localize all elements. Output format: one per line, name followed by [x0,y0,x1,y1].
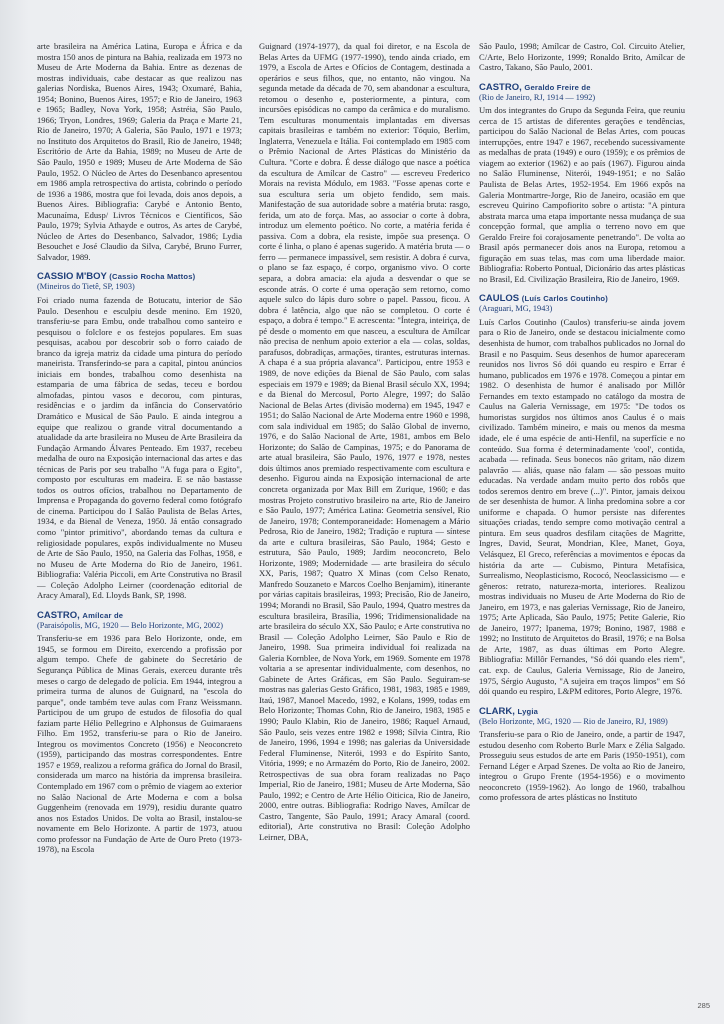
entry-cassio-mboy [37,271,242,600]
castro-amilcar-continuation: Guignard (1974-1977), da qual foi diretor, e na Escola de Belas Artes da UFMG (1977-1990), tendo ainda criado, em 1979, a Escola de Artes e Ofícios de Contagem, destinada a operários e seus filhos, que, no entanto, não vingou. Na segunda metade da década de 70, sem abandonar a escultura, retomou o desenho e, posteriormente, a pintura, com incursões episódicas no campo da cerâmica e do muralismo. Tem esculturas monumentais implantadas em diversas capitais brasileiras e também no exterior: Tóquio, Berlim, Inglaterra, Venezuela e Itália. Foi contemplado em 1985 com o Prêmio Nacional de Artes Plásticas do Ministério da Cultura. "Corte e dobra. É desse diálogo que nasce a poética da escultura de Amílcar de Castro" — escreveu Frederico Morais na revista Módulo, em 1983. "Fosse apenas corte e sua escultura seria um objeto fendido, sem mais. Manifestação de sua autoridade sobre a matéria bruta: rasgo, ferida, um ato de força. Mas, ao associar o corte à dobra, introduz um elemento poético. No corte, a matéria ferida é passiva. Com a dobra, ela resiste, impõe sua presença. O corte é linha, o plano é apenas sugerido. A matéria bruta — o ferro — permanece impassível, sem resistir. A dobra é curva, o plano se faz espaço, é corpo, organismo vivo. O corte separa, a dobra amacia: ela ajuda a desvendar o que se esconde atrás. O corte é uma operação sem retorno, como aquele sulco do lápis duro sobre o papel. Passou, ficou. A dobra é latência, algo que não se completou. O corte é espaço, a dobra é tempo." E acrescenta: "Íntegra, inteiriça, de pé desde o momento em que nasceu, a escultura de Amílcar não precisa de nenhum apoio exterior a ela — colas, soldas, parafusos, dobradiças, armações, tirantes, estruturas internas. A chapa é a sua própria alavanca". Participou, entre 1953 e 1989, de nove edições da Bienal de São Paulo, com salas especiais em 1979 e 1989; da Bienal Brasil século XX, 1994; e da Bienal do Mercosul, Porto Alegre, 1997; do Salão Nacional de Belas Artes (divisão moderna) em 1945, 1947 e 1951; do Salão Nacional de Arte Moderna entre 1960 e 1998, com sala individual em 1985; do Salão Global de inverno, 1976, e do Salão Nacional de Arte, 1981, ambos em Belo Horizonte; do Salão de Campinas, 1975; e do Panorama de arte atual brasileira, São Paulo, 1976, 1977 e 1978, nestes dois últimos anos premiado respectivamente com escultura e desenho. Figurou ainda na Exposição internacional de arte concreta organizada por Max Bill em Zurique, 1960; e das mostras Projeto construtivo brasileiro na arte, Rio de Janeiro e São Paulo, 1977; América Latina: Geometria sensível, Rio de Janeiro, 1978; Contemporaneidade: Homenagem a Mário Pedrosa, Rio de Janeiro, 1982; Tradição e ruptura — síntese da arte e cultura brasileiras, São Paulo, 1984; Gesto e estrutura, São Paulo, 1989; Jardim neoconcreto, Belo Horizonte, 1989; Modernidade — arte brasileira do século XX, Paris, 1987; Quatro X Minas (com Celso Renato, Manfredo Souzaneto e Marcos Coelho Benjamim), itinerante por várias capitais brasileiras, 1993; Precisão, Rio de Janeiro, 1994; Morandi no Brasil, São Paulo, 1994, Quatro mestres da escultura brasileira, Brasília, 1996; Tridimensionalidade na arte brasileira do século XX, São Paulo; e Arte construtiva no Brasil — Coleção Adolpho Leirner, São Paulo e Rio de Janeiro, 1998. Sua primeira individual foi realizada na Galeria Kornblee, de Nova York, em 1969. Somente em 1978 voltaria a se apresentar individualmente, com desenhos, no Gabinete de Artes Gráficas, em São Paulo. Seguiram-se mostras nas galerias Gesto Gráfico, 1981, 1983, 1985 e 1989, Itaú, 1987, Manoel Macedo, 1992, e Kolans, 1999, todas em Belo Horizonte; Thomas Cohn, Rio de Janeiro, 1983, 1985 e 1990; Paulo Klabin, Rio de Janeiro, 1986; Raquel Arnaud, São Paulo, seis vezes entre 1982 e 1998; Sílvia Cintra, Rio de Janeiro, 1996, 1994 e 1998; nas galerias da Universidade Federal Fluminense, Niterói, 1993 e do Espírito Santo, Vitória, 1999; e no Armazém do Porto, Rio de Janeiro, 2002. Retrospectivas de sua obra foram realizadas no Paço Imperial, Rio de Janeiro, 1981; Museu de Arte Moderna, São Paulo, 1992; e Centro de Arte Hélio Oiticica, Rio de Janeiro, 2000, entre outras. Bibliografia: Rodrigo Naves, Amílcar de Castro, Tangente, São Paulo, 1991; Aracy Amaral (coord. editorial), Arte construtiva no Brasil: Coleção Adolpho Leirner, DBA, [259,41,470,843]
entry-clark-lygia [479,706,685,803]
entry-alias: Lygia [517,706,539,716]
entry-birth: (Rio de Janeiro, RJ, 1914 — 1992) [479,92,596,102]
entry-castro-amilcar [37,610,242,855]
column-middle [259,41,470,843]
entry-heading [37,610,242,621]
entry-alias: Geraldo Freire de [524,82,591,92]
entry-heading [479,706,685,717]
entry-birth: (Belo Horizonte, MG, 1920 — Rio de Janeiro, RJ, 1989) [479,716,668,726]
entry-name: CAULOS [479,293,520,305]
entry-heading [37,271,242,282]
entry-body: Transferiu-se para o Rio de Janeiro, onde, a partir de 1947, estudou desenho com Roberto Burle Marx e Zélia Salgado. Prosseguiu seus estudos de arte em Paris (1950-1951), com Fernand Léger e Arpad Szenes. De volta ao Rio de Janeiro, integrou o Grupo Frente (1954-1956) e o movimento neoconcreto (1959-1962). Ao longo de 1960, trabalhou como professora de artes plásticas no Instituto [479,729,685,803]
entry-name: CASTRO, [479,81,522,93]
column-right [479,41,685,803]
entry-body: Um dos integrantes do Grupo da Segunda Feira, que reuniu cerca de 15 artistas de diferentes gerações e tendências, participou do Salão Nacional de Belas Artes, com poucas interrupções, entre 1947 e 1967, recebendo sucessivamente as medalhas de prata (1949) e ouro (1959); e os prêmios de viagem ao exterior (1962) e ao país (1967). Figurou ainda no Salão Fluminense, Niterói, 1949-1951; e no Salão Paulista de Belas Artes, 1952-1954. Em 1966 expôs na Galeria Montmartre-Jorge, Rio de Janeiro, ocasião em que escreveu Quirino Campofiorito sobre o artista: "A pintura abstrata marca uma etapa importante nessa mudança de sua concepção formal, que amplia o terreno novo em que Geraldo Freire foi corajosamente penetrando". De volta ao Brasil após permanecer dois anos na Europa, retomou a figuração em suas telas, mas com uma liberdade maior. Bibliografia: Roberto Pontual, Dicionário das artes plásticas no Brasil, Ed. Civilização Brasileira, Rio de Janeiro, 1969. [479,105,685,284]
entry-body: Luís Carlos Coutinho (Caulos) transferiu-se ainda jovem para o Rio de Janeiro, onde se destacou inicialmente como desenhista de humor, com trabalhos publicados no Jornal do Brasil e no Pasquim. Seus desenhos de humor apareceram reunidos nos livros Só dói quando eu respiro e Errar é humano, publicados em 1976 e 1978. Começou a pintar em 1982. O desenhista de humor é analisado por Millôr Fernandes em texto estampado no catálogo da mostra de Caulus na Galeria Vernissage, em 1975: "De todos os humoristas surgidos nos últimos anos Caulus é o mais civilizado. Também mineiro, e mais ou menos da mesma idade, ele é uma espécie de anti-Henfil, na superfície e no conteúdo. Sua forma é determinadamente 'cool', contida, acabada — refinada. Seus bonecos não gritam, não dizem palavrão — aliás, quase não falam — são pessoas muito educadas. Na verdade andam muito perto dos robôs que todos seremos dentro em breve (...)". Pintor, jamais deixou de ser desenhista de humor. A linha predomina sobre a cor uniforme e chapada. O humor persiste nas diferentes situações criadas, tendo sempre como motivação central a pintura. Em seus quadros desfilam citações de Magritte, Ingres, David, Seurat, Mondrian, Klee, Manet, Goya, Velásquez, El Greco, referências a movimentos e épocas da história da arte — Cubismo, Pintura Metafísica, Surrealismo, Neoplasticismo, Rococó, Neoclassicismo — e gêneros: retrato, natureza-morta, interiores. Realizou mostras individuais no Museu de Arte Moderna do Rio de Janeiro, em 1973, e nas galerias Vernissage, Rio de Janeiro, 1975; Arte Aplicada, São Paulo, 1975; Petite Galerie, Rio de Janeiro, 1977; Ipanema, 1979; Bonino, 1987, 1988 e 1992; no Instituto de Arquitetos do Brasil, 1976; e na Bolsa de Arte, 1987, as duas últimas em Porto Alegre. Bibliografia: Millôr Fernandes, "Só dói quando eles riem", cat. exp. de Caulus, Galeria Vernissage, Rio de Janeiro, 1975, Sérgio Augusto, "A sujeira em traços limpos" em Só dói quando eu respiro, L&PM editores, Porto Alegre, 1976. [479,316,685,697]
castro-amilcar-bibliography-end: São Paulo, 1998; Amílcar de Castro, Col. Circuito Atelier, C/Arte, Belo Horizonte, 1999; Ronaldo Brito, Amílcar de Castro, Takano, São Paulo, 2001. [479,41,685,73]
entry-alias: (Luís Carlos Coutinho) [521,294,609,304]
entry-birth: (Araguari, MG, 1943) [479,304,553,314]
entry-caulos [479,293,685,696]
entry-name: CASSIO M'BOY [37,271,107,283]
entry-alias: Amílcar de [82,610,124,620]
entry-birth: (Mineiros do Tietê, SP, 1903) [37,282,135,292]
entry-name: CASTRO, [37,609,80,621]
entry-heading [479,293,685,304]
entry-body: Transferiu-se em 1936 para Belo Horizonte, onde, em 1945, se formou em Direito, exercendo a profissão por algum tempo. Chefe de gabinete do Secretário de Segurança Pública de Minas Gerais, exerceu durante três meses o cargo de delegado de polícia. Em 1944, integrou a primeira turma de alunos de Guignard, na "escola do parque", onde também teve aulas com Franz Weissmann. Participou de um grupo de estudos de filosofia do qual faziam parte Hélio Pellegrino e Alphonsus de Guimaraens Filho. Em 1952, transferiu-se para o Rio de Janeiro. Integrou os movimentos Concreto (1956) e Neoconcreto (1959), participando das mostras correspondentes. Entre 1957 e 1959, realizou a reforma gráfica do Jornal do Brasil, considerada um marco na história da imprensa brasileira. Contemplado em 1967 com o prêmio de viagem ao exterior no Salão Nacional de Arte Moderna e com a bolsa Guggenheim (renovada em 1979), residiu durante quatro anos nos Estados Unidos. De volta ao Brasil, instalou-se novamente em Belo Horizonte. A partir de 1973, atuou como professor na Fundação de Arte de Ouro Preto (1973-1978), na Escola [37,633,242,855]
entry-birth: (Paraisópolis, MG, 1920 — Belo Horizonte, MG, 2002) [37,620,223,630]
page-number: 285 [697,1001,710,1010]
entry-alias: (Cassio Rocha Mattos) [109,272,196,282]
entry-body: Foi criado numa fazenda de Botucatu, interior de São Paulo. Desenhou e esculpiu desde menino. Em 1920, transferiu-se para Embu, onde trabalhou como santeiro e pesquisou o folclore e os festejos populares. Em suas pesquisas, acabou por descobrir sob o forro caiado de branco da igreja matriz da cidade uma pintura do período maneirista. Transferindo-se para a capital, pintou anúncios iniciais em bondes, trabalhou como desenhista na estamparia de uma fábrica de sedas, teceu e bordou almofadas, pintou vasos e decorou, com pinturas, residências e o jardim da infância do Conservatório Dramático e Musical de São Paulo. E ainda integrou a equipe que realizou o grande vitral documentando a atualidade da arte brasileira no Museu de Arte Brasileira da Fundação Armando Álvares Penteado. Em 1937, recebeu medalha de ouro na Exposição internacional das artes e das técnicas de Paris por seu trabalho "A fuga para o Egito", composto por esculturas em madeira. E se não bastasse todos os outros ofícios, trabalhou no Departamento de Imprensa e Propaganda do governo federal como fotógrafo de cinema. Participou do I Salão Paulista de Belas Artes, 1934, e da Bienal de Veneza, 1950. Já então consagrado como "pintor primitivo", abordando temas da cultura e religiosidade populares, expôs individualmente no Museu de Arte de São Paulo, 1950, na Galeria das Folhas, 1958, e no Museu de Arte Moderna do Rio de Janeiro, 1961. Bibliografia: Valéria Piccoli, em Arte Construtiva no Brasil — Coleção Adolpho Leirner (coordenação editorial de Aracy Amaral), Ed. Lloyds Bank, SP, 1998. [37,294,242,601]
column-left [37,41,242,855]
carybe-continuation: arte brasileira na América Latina, Europa e África e da mostra 150 anos de pintura na Bahia, realizada em 1973 no Museu de Arte Moderna da Bahia. Entre as dezenas de mostras individuais, cabe destacar as que realizou nas galerias Nordiska, Buenos Aires, 1943; Oxumaré, Bahia, 1954; Bonino, Buenos Aires, 1957; e Rio de Janeiro, 1963 e 1965; Badley, Nova York, 1958; Astréia, São Paulo, 1966; Tryon, Londres, 1969; Galeria da Praça e Marte 21, Rio de Janeiro, 1970; A Galeria, São Paulo, 1971 e 1973; no Instituto dos Arquitetos do Brasil, Rio de Janeiro, 1948; Escritório de Arte da Bahia, 1989; no Museu de Arte de São Paulo, 1950 e 1989; Museu de Arte Moderna de São Paulo, 1952. O Núcleo de Artes do Desenbanco apresentou em 1986 ampla retrospectiva do artista, cobrindo o período de 1936 a 1986, mostra que foi levada, dois anos depois, a Buenos Aires. Bibliografia: Carybé e Antonio Bento, Macunaíma, Edusp/ Livros Técnicos e Científicos, São Paulo, 1979; Sylvia Athayde e outros, As artes de Carybé, Núcleo de Artes do Desenbanco, Salvador, 1986; Lydia Besouchet e José Claudio da Silva, Carybé, Bruno Furrer, Salvador, 1989. [37,41,242,262]
entry-heading [479,82,685,93]
entry-name: CLARK, [479,705,515,717]
entry-castro-geraldo [479,82,685,285]
